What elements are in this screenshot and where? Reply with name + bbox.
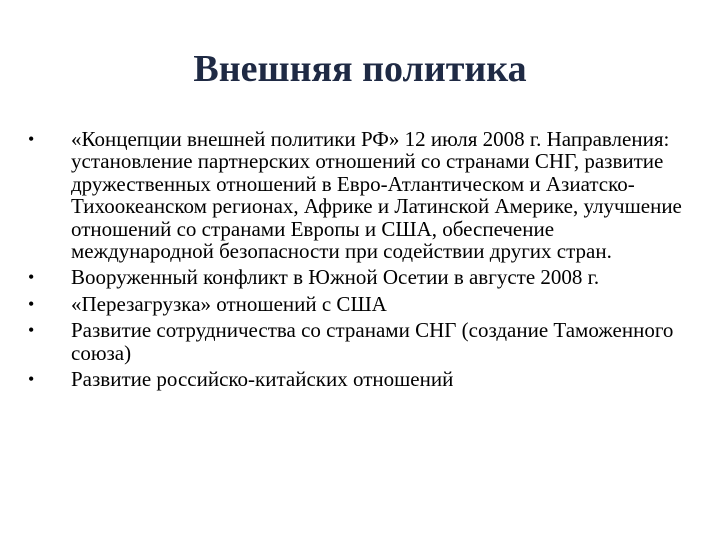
bullet-icon: • bbox=[28, 129, 35, 149]
bullet-text: Развитие сотрудничества со странами СНГ (создание Таможенного союза) bbox=[71, 318, 674, 365]
bullet-icon: • bbox=[28, 369, 35, 390]
bullet-text: Развитие российско-китайских отношений bbox=[71, 367, 454, 392]
bullet-icon: • bbox=[28, 320, 35, 341]
bullet-text: «Перезагрузка» отношений с США bbox=[71, 291, 387, 316]
list-item bbox=[26, 128, 696, 262]
list-item bbox=[26, 319, 696, 364]
list-item bbox=[26, 266, 696, 288]
slide-title: Внешняя политика bbox=[193, 48, 527, 90]
list-item bbox=[26, 293, 696, 315]
bullet-icon: • bbox=[28, 293, 35, 314]
bullet-icon: • bbox=[28, 267, 35, 288]
bullet-list bbox=[26, 128, 696, 394]
list-item bbox=[26, 368, 696, 390]
bullet-text: Вооруженный конфликт в Южной Осетии в августе 2008 г. bbox=[71, 265, 600, 290]
bullet-text: «Концепции внешней политики РФ» 12 июля 2008 г. Направления: установление партнерских отношений со странами СНГ, развитие дружественных отношений в Евро-Атлантическом и Азиатско-Тихоокеанском регионах, Африке и Латинской Америке, улучшение отношений со странами Европы и США, обеспечение международной безопасности при содействии других стран. bbox=[71, 127, 682, 264]
